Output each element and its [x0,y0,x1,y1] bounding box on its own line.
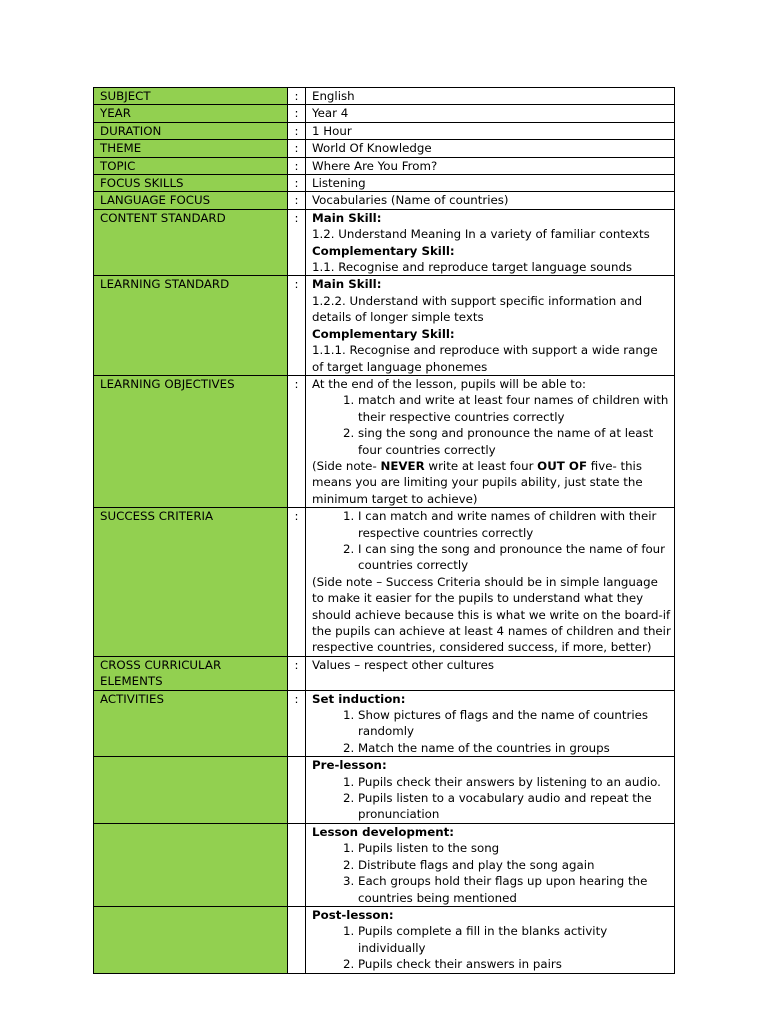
colon: : [288,656,306,690]
colon: : [288,276,306,375]
criteria-list [312,508,671,574]
main-skill-heading: Main Skill: [312,277,382,292]
list-item: 2. sing the song and pronounce the name of at least four countries correctly [358,425,671,458]
label-topic: TOPIC [94,157,288,174]
value-duration: 1 Hour [306,122,675,139]
post-lesson-list [312,923,671,972]
value-content-standard [306,209,675,276]
row-learning-standard [94,276,675,375]
label-activities: ACTIVITIES [94,690,288,757]
colon: : [288,508,306,657]
label-focus-skills: FOCUS SKILLS [94,175,288,192]
note-out-of: OUT OF [537,458,588,473]
label-content-standard: CONTENT STANDARD [94,209,288,276]
row-activities-pre-lesson [94,757,675,824]
row-focus-skills [94,175,675,192]
colon: : [288,157,306,174]
label-success-criteria: SUCCESS CRITERIA [94,508,288,657]
colon: : [288,122,306,139]
value-language-focus: Vocabularies (Name of countries) [306,192,675,209]
label-subject: SUBJECT [94,88,288,105]
value-theme: World Of Knowledge [306,140,675,157]
row-subject [94,88,675,105]
lesson-plan-table [93,87,675,974]
complementary-skill-text: 1.1.1. Recognise and reproduce with support a wide range of target language phonemes [312,343,658,374]
label-theme: THEME [94,140,288,157]
note-text: write at least four [424,458,538,473]
colon-empty [288,757,306,824]
row-activities-post-lesson [94,906,675,973]
row-year [94,105,675,122]
main-skill-text: 1.2. Understand Meaning In a variety of familiar contexts [312,227,650,242]
value-set-induction [306,690,675,757]
post-lesson-heading: Post-lesson: [312,907,394,922]
list-item: 1. Pupils check their answers by listening to an audio. [358,774,671,790]
list-item: 2. Match the name of the countries in groups [358,740,671,756]
note-never: NEVER [380,458,425,473]
value-success-criteria [306,508,675,657]
value-focus-skills: Listening [306,175,675,192]
value-pre-lesson [306,757,675,824]
note-text: five- this means you are limiting your pupils ability, just state the minimum target to achieve) [312,458,643,506]
row-content-standard [94,209,675,276]
row-duration [94,122,675,139]
complementary-skill-heading: Complementary Skill: [312,243,455,258]
label-empty [94,757,288,824]
set-induction-heading: Set induction: [312,691,406,706]
value-cross-curricular: Values – respect other cultures [306,656,675,690]
label-learning-objectives: LEARNING OBJECTIVES [94,375,288,507]
value-lesson-development [306,823,675,906]
label-language-focus: LANGUAGE FOCUS [94,192,288,209]
note-text: (Side note- [312,458,381,473]
row-topic [94,157,675,174]
list-item: 2. Distribute flags and play the song again [358,857,671,873]
colon: : [288,88,306,105]
value-learning-objectives [306,375,675,507]
label-empty [94,823,288,906]
list-item: 3. Each groups hold their flags up upon hearing the countries being mentioned [358,873,671,906]
label-duration: DURATION [94,122,288,139]
list-item: 1. I can match and write names of children with their respective countries correctly [358,508,671,541]
label-empty [94,906,288,973]
value-year: Year 4 [306,105,675,122]
list-item: 1. Show pictures of flags and the name of countries randomly [358,707,671,740]
colon: : [288,375,306,507]
pre-lesson-heading: Pre-lesson: [312,758,387,773]
row-success-criteria [94,508,675,657]
set-induction-list [312,707,671,756]
list-item: 2. Pupils listen to a vocabulary audio and repeat the pronunciation [358,790,671,823]
label-learning-standard: LEARNING STANDARD [94,276,288,375]
colon-empty [288,906,306,973]
colon: : [288,690,306,757]
colon: : [288,209,306,276]
list-item: 1. match and write at least four names of children with their respective countries correctly [358,392,671,425]
row-language-focus [94,192,675,209]
value-post-lesson [306,906,675,973]
colon: : [288,105,306,122]
pre-lesson-list [312,774,671,823]
colon: : [288,140,306,157]
list-item: 2. I can sing the song and pronounce the name of four countries correctly [358,541,671,574]
row-theme [94,140,675,157]
colon: : [288,175,306,192]
complementary-skill-text: 1.1. Recognise and reproduce target language sounds [312,260,633,275]
colon-empty [288,823,306,906]
objectives-side-note [312,458,671,507]
objectives-intro: At the end of the lesson, pupils will be able to: [312,376,587,391]
main-skill-text: 1.2.2. Understand with support specific information and details of longer simple texts [312,293,643,325]
row-cross-curricular [94,656,675,690]
list-item: 1. Pupils complete a fill in the blanks activity individually [358,923,671,956]
criteria-side-note: (Side note – Success Criteria should be in simple language to make it easier for the pupils to understand what they should achieve because this is what we write on the board-if the pupils can achieve at least 4 names of children and their respective countries, considered success, if more, better) [312,574,671,655]
list-item: 1. Pupils listen to the song [358,840,671,856]
lesson-development-list [312,840,671,906]
complementary-skill-heading: Complementary Skill: [312,326,455,341]
row-learning-objectives [94,375,675,507]
label-cross-curricular: CROSS CURRICULAR ELEMENTS [94,656,288,690]
lesson-development-heading: Lesson development: [312,824,454,839]
value-learning-standard [306,276,675,375]
label-year: YEAR [94,105,288,122]
value-topic: Where Are You From? [306,157,675,174]
main-skill-heading: Main Skill: [312,210,382,225]
list-item: 2. Pupils check their answers in pairs [358,956,671,972]
colon: : [288,192,306,209]
value-subject: English [306,88,675,105]
objectives-list [312,392,671,458]
row-activities-set-induction [94,690,675,757]
row-activities-lesson-development [94,823,675,906]
